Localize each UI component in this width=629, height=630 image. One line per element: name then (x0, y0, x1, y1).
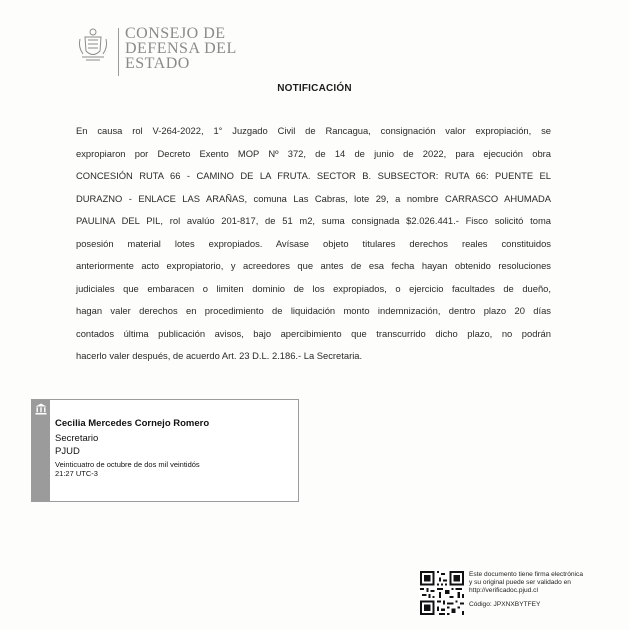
org-line-1: CONSEJO DE (125, 25, 226, 42)
verification-footer (420, 571, 619, 615)
body-line: posesión material lotes expropiados. Avísase objeto titulares derechos reales constituidos (76, 237, 551, 249)
cde-logo (76, 26, 237, 76)
signature-date (55, 460, 209, 478)
notification-body (76, 120, 551, 368)
verification-url[interactable]: http://verificadoc.pjud.cl (469, 587, 538, 594)
qr-code-icon[interactable] (420, 571, 464, 615)
signer-institution: PJUD (55, 446, 80, 457)
verification-text (469, 571, 619, 609)
signature-content (50, 400, 209, 501)
verification-line-1: Este documento tiene firma electrónica (469, 571, 583, 578)
org-line-2: DEFENSA DEL (125, 40, 237, 57)
org-line-3: ESTADO (125, 55, 190, 72)
signature-sidebar (32, 400, 50, 501)
document-title: NOTIFICACIÓN (277, 83, 352, 94)
signer-role: Secretario (55, 433, 99, 444)
body-line: En causa rol V-264-2022, 1° Juzgado Civil de Rancagua, consignación valor expropiación, se (76, 125, 551, 136)
organization-name (125, 26, 237, 71)
verification-line-2: y su original puede ser validado en (469, 579, 571, 586)
body-line: DURAZNO - ENLACE LAS ARAÑAS, comuna Las Cabras, lote 29, a nombre CARRASCO AHUMADA (76, 192, 551, 204)
body-line: judiciales que embaracen o limiten dominio de los expropiados, o ejercicio facultades de dueño, (76, 282, 551, 294)
body-line: hacerlo valer después, de acuerdo Art. 23 D.L. 2.186.- La Secretaria. (76, 350, 363, 361)
body-line: contados última publicación avisos, bajo apercibimiento que transcurrido dicho plazo, no podrán (76, 327, 551, 339)
body-line: PAULINA DEL PIL, rol avalúo 201-817, de 51 m2, suma consignada $2.026.441.- Fisco solicitó toma (76, 215, 551, 226)
body-line: hagan valer derechos en procedimiento de liquidación monto indemnización, dentro plazo 20 días (76, 305, 551, 316)
logo-divider (118, 28, 119, 76)
body-line: expropiaron por Decreto Exento MOP Nº 372, de 14 de junio de 2022, para ejecución obra (76, 147, 551, 159)
body-line: CONCESIÓN RUTA 66 - CAMINO DE LA FRUTA. SECTOR B. SUBSECTOR: RUTA 66: PUENTE EL (76, 170, 551, 181)
courthouse-icon (35, 403, 47, 415)
signer-name: Cecilia Mercedes Cornejo Romero (55, 418, 210, 429)
electronic-signature-block (31, 399, 299, 502)
verification-code: Código: JPXNXBYTFEY (469, 601, 541, 608)
body-line: anteriormente acto expropiatorio, y acreedores que antes de esa fecha hayan obtenido resoluciones (76, 260, 551, 271)
coat-of-arms-icon (76, 27, 110, 63)
signature-time-line: 21:27 UTC-3 (55, 469, 98, 478)
signature-date-line: Veinticuatro de octubre de dos mil veintidós (55, 460, 200, 469)
